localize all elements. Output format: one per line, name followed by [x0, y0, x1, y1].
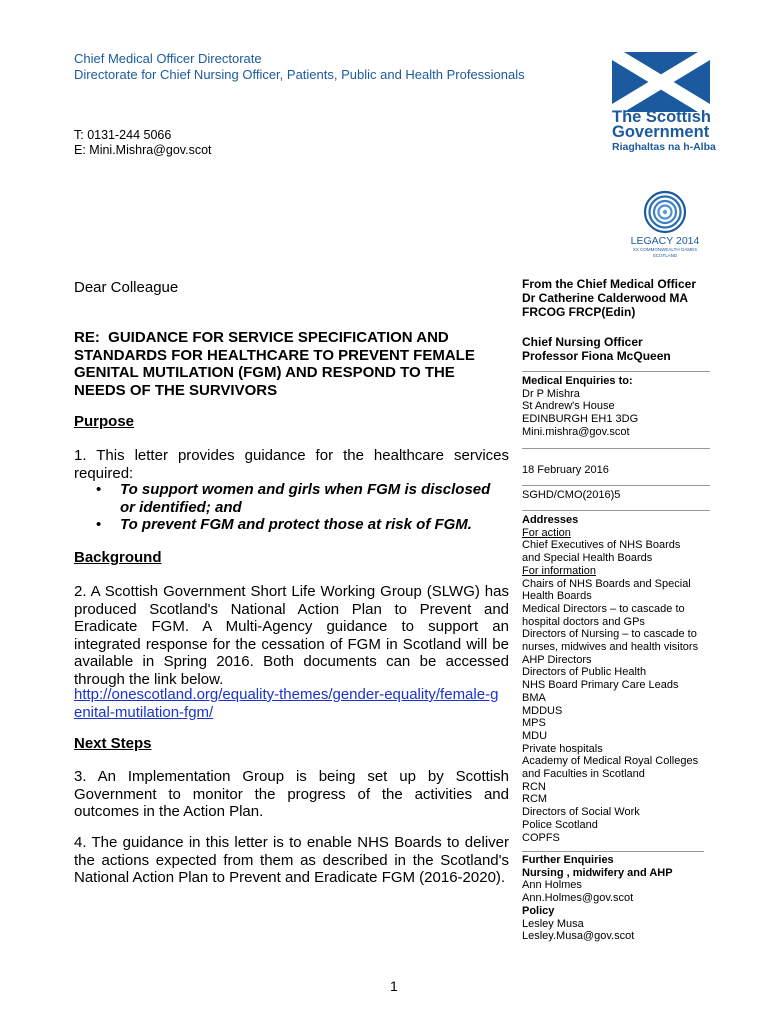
- page-number: 1: [390, 978, 398, 994]
- bullet-item: [96, 516, 509, 534]
- phone-number: T: 0131-244 5066: [74, 128, 172, 142]
- divider: [522, 851, 704, 852]
- divider: [522, 510, 710, 511]
- further-enquiries-block: [522, 854, 722, 943]
- for-information-label: For information: [522, 564, 596, 577]
- nursing-heading: Nursing , midwifery and AHP: [522, 866, 673, 879]
- info-line: BMA: [522, 691, 546, 704]
- info-line: Private hospitals: [522, 742, 603, 755]
- medical-enquiries-block: [522, 375, 722, 439]
- guidance-link[interactable]: http://onescotland.org/equality-themes/gender-equality/female-genital-mutilation-fgm/: [74, 686, 499, 721]
- info-line: Directors of Public Health: [522, 666, 647, 679]
- subject-line: STANDARDS FOR HEALTHCARE TO PREVENT FEMALE: [74, 346, 475, 364]
- divider: [522, 371, 710, 372]
- cno-line: Professor Fiona McQueen: [522, 349, 671, 363]
- bullet-list: [96, 481, 509, 534]
- subject-heading: [74, 329, 514, 399]
- info-line: Directors of Social Work: [522, 806, 640, 819]
- info-line: MDDUS: [522, 704, 563, 717]
- medical-line: St Andrew's House: [522, 400, 615, 413]
- info-line: Health Boards: [522, 590, 592, 603]
- bullet-item: [96, 481, 509, 516]
- from-line: FRCOG FRCP(Edin): [522, 305, 636, 319]
- from-line: From the Chief Medical Officer: [522, 277, 697, 291]
- medical-line: Dr P Mishra: [522, 387, 580, 400]
- info-line: AHP Directors: [522, 653, 592, 666]
- addresses-heading: Addresses: [522, 514, 579, 526]
- policy-heading: Policy: [522, 904, 555, 917]
- info-line: COPFS: [522, 831, 560, 844]
- info-line: Directors of Nursing – to cascade to: [522, 628, 697, 641]
- background-heading: Background: [74, 549, 162, 566]
- info-line: and Faculties in Scotland: [522, 768, 645, 781]
- info-line: Police Scotland: [522, 818, 598, 831]
- scottish-government-logo: [612, 52, 716, 153]
- nursing-line: Ann Holmes: [522, 879, 582, 892]
- medical-line: EDINBURGH EH1 3DG: [522, 413, 639, 426]
- legacy-subtitle-2: SCOTLAND: [652, 253, 678, 258]
- medical-line: Mini.mishra@gov.scot: [522, 425, 630, 438]
- info-line: Medical Directors – to cascade to: [522, 602, 685, 615]
- bullet-text: To prevent FGM and protect those at risk of FGM.: [120, 516, 472, 533]
- letter-reference: SGHD/CMO(2016)5: [522, 489, 621, 501]
- from-line: Dr Catherine Calderwood MA: [522, 291, 689, 305]
- info-line: NHS Board Primary Care Leads: [522, 679, 679, 692]
- bullet-text: To support women and girls when FGM is disclosed or identified; and: [120, 481, 491, 516]
- divider: [522, 448, 710, 449]
- cno-block: [522, 335, 722, 363]
- logo-name-line-2: Government: [612, 123, 710, 141]
- info-line: Academy of Medical Royal Colleges: [522, 755, 699, 768]
- policy-line: Lesley.Musa@gov.scot: [522, 930, 635, 943]
- legacy-subtitle-1: XX COMMONWEALTH GAMES: [632, 247, 698, 252]
- nursing-line: Ann.Holmes@gov.scot: [522, 892, 634, 905]
- directorate-line-1: Chief Medical Officer Directorate: [74, 51, 262, 66]
- info-line: RCN: [522, 780, 546, 793]
- divider: [522, 485, 710, 486]
- paragraph-3: 3. An Implementation Group is being set up by Scottish Government to monitor the progress of the activities and outcomes in the Action Plan.: [74, 768, 509, 820]
- subject-line: RE: GUIDANCE FOR SERVICE SPECIFICATION AND: [74, 329, 449, 346]
- info-line: MDU: [522, 729, 548, 742]
- info-line: nurses, midwives and health visitors: [522, 641, 699, 654]
- further-enquiries-heading: Further Enquiries: [522, 854, 614, 866]
- logo-gaelic: Riaghaltas na h-Alba: [612, 141, 716, 153]
- legacy-2014-logo: [620, 190, 710, 262]
- paragraph-2: 2. A Scottish Government Short Life Working Group (SLWG) has produced Scotland's National Action Plan to Prevent and Eradicate FGM. A Multi-Agency guidance to support an integrated response for the cessation of FGM in Scotland will be available in Spring 2016. Both documents can be accessed through the link below.: [74, 583, 509, 688]
- next-steps-heading: Next Steps: [74, 735, 152, 752]
- for-action-label: For action: [522, 526, 571, 539]
- info-line: RCM: [522, 793, 548, 806]
- legacy-rings-icon: [620, 190, 710, 238]
- directorate-line-2: Directorate for Chief Nursing Officer, Patients, Public and Health Professionals: [74, 67, 525, 82]
- action-line: and Special Health Boards: [522, 552, 653, 565]
- medical-enquiries-heading: Medical Enquiries to:: [522, 375, 633, 387]
- letter-date: 18 February 2016: [522, 464, 609, 476]
- paragraph-1: 1. This letter provides guidance for the healthcare services required:: [74, 447, 509, 482]
- saltire-flag-icon: [612, 52, 710, 112]
- policy-line: Lesley Musa: [522, 917, 584, 930]
- from-block: [522, 277, 722, 319]
- legacy-title: LEGACY 2014: [630, 235, 700, 247]
- greeting: Dear Colleague: [74, 279, 179, 296]
- subject-line: NEEDS OF THE SURVIVORS: [74, 381, 278, 399]
- bullet-icon: •: [96, 516, 102, 533]
- cno-line: Chief Nursing Officer: [522, 335, 643, 349]
- paragraph-4: 4. The guidance in this letter is to enable NHS Boards to deliver the actions expected from them as described in the Scotland's National Action Plan to Prevent and Eradicate FGM (2016-2020).: [74, 834, 509, 886]
- purpose-heading: Purpose: [74, 413, 135, 430]
- info-line: Chairs of NHS Boards and Special: [522, 577, 691, 590]
- addresses-block: [522, 514, 722, 844]
- info-line: MPS: [522, 717, 546, 730]
- subject-line: GENITAL MUTILATION (FGM) AND RESPOND TO THE: [74, 364, 455, 381]
- email-address: E: Mini.Mishra@gov.scot: [74, 143, 212, 157]
- logo-name-line-1: The Scottish: [612, 108, 712, 126]
- bullet-icon: •: [96, 481, 102, 498]
- action-line: Chief Executives of NHS Boards: [522, 539, 681, 552]
- info-line: hospital doctors and GPs: [522, 615, 645, 628]
